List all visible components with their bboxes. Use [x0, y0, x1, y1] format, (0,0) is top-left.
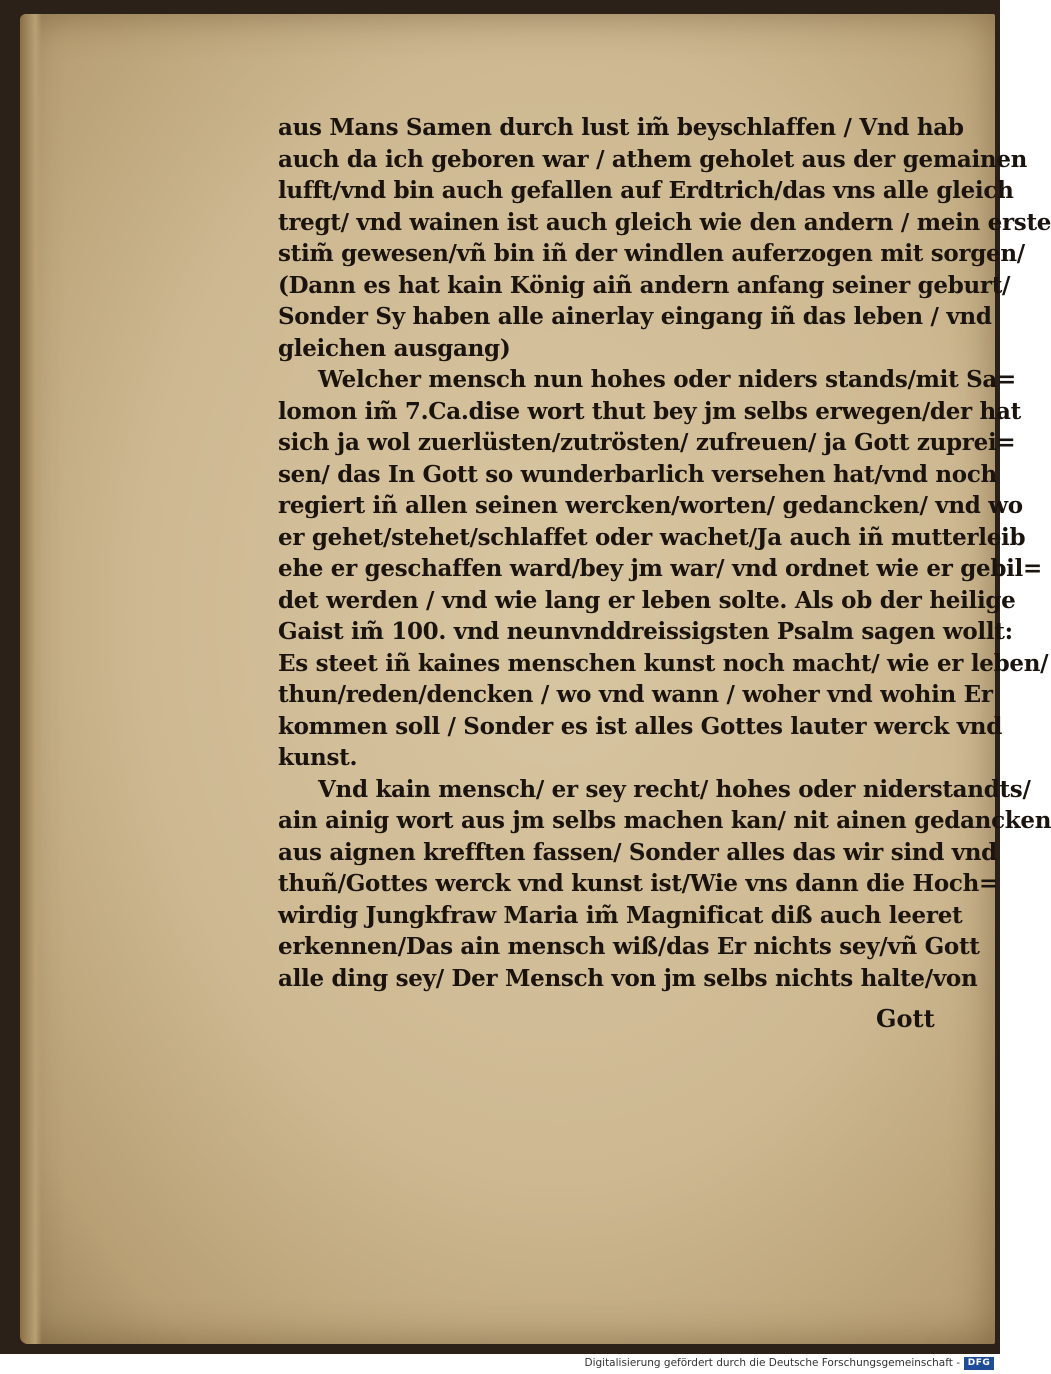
text-line: lomon im̃ 7.Ca.dise wort thut bey jm selbs erwegen/der hat: [278, 397, 1021, 425]
text-line: gleichen ausgang): [278, 334, 511, 362]
text-line: aus aignen krefften fassen/ Sonder alles das wir sind vnd: [278, 838, 997, 866]
catchword: Gott: [876, 1004, 935, 1033]
page-binding-edge: [20, 14, 42, 1344]
text-line: thuñ/Gottes werck vnd kunst ist/Wie vns dann die Hoch=: [278, 870, 998, 897]
text-line: aus Mans Samen durch lust im̃ beyschlaffen / Vnd hab: [278, 114, 964, 141]
text-line: Es steet iñ kaines menschen kunst noch macht/ wie er leben/: [278, 649, 1049, 677]
text-line: auch da ich geboren war / athem geholet aus der gemainen: [278, 145, 1028, 173]
text-line: thun/reden/dencken / wo vnd wann / woher vnd wohin Er: [278, 681, 993, 708]
text-line: stim̃ gewesen/vñ bin iñ der windlen auferzogen mit sorgen/: [278, 240, 1025, 267]
text-line: det werden / vnd wie lang er leben solte. Als ob der heilige: [278, 586, 1016, 614]
text-line: sen/ das In Gott so wunderbarlich versehen hat/vnd noch: [278, 460, 997, 488]
footer-credit: Digitalisierung gefördert durch die Deutsche Forschungsgemeinschaft -: [584, 1357, 960, 1369]
dfg-logo-icon: DFG: [964, 1357, 994, 1370]
text-line: sich ja wol zuerlüsten/zutrösten/ zufreuen/ ja Gott zuprei=: [278, 429, 1016, 456]
text-line: Gaist im̃ 100. vnd neunvnddreissigsten Psalm sagen wollt:: [278, 618, 1013, 645]
text-line: Vnd kain mensch/ er sey recht/ hohes oder niderstandts/: [318, 775, 1031, 803]
text-line: er gehet/stehet/schlaffet oder wachet/Ja auch iñ mutterleib: [278, 523, 1026, 551]
text-line: tregt/ vnd wainen ist auch gleich wie den andern / mein erste: [278, 208, 1051, 236]
text-line: regiert iñ allen seinen wercken/worten/ gedancken/ vnd wo: [278, 492, 1023, 519]
text-line: ehe er geschaffen ward/bey jm war/ vnd ordnet wie er gebil=: [278, 555, 1042, 582]
text-line: ain ainig wort aus jm selbs machen kan/ nit ainen gedancken: [278, 807, 1051, 834]
text-line: wirdig Jungkfraw Maria im̃ Magnificat diß auch leeret: [278, 901, 963, 929]
digitization-footer: [0, 1354, 1000, 1374]
text-line: erkennen/Das ain mensch wiß/das Er nichts sey/vñ Gott: [278, 933, 980, 960]
text-line: Welcher mensch nun hohes oder niders stands/mit Sa=: [318, 366, 1016, 393]
text-line: alle ding sey/ Der Mensch von jm selbs nichts halte/von: [278, 964, 978, 992]
text-line: Sonder Sy haben alle ainerlay eingang iñ das leben / vnd: [278, 303, 992, 330]
body-text: [278, 112, 1051, 994]
text-line: kommen soll / Sonder es ist alles Gottes lauter werck vnd: [278, 712, 1003, 740]
text-line: kunst.: [278, 744, 358, 771]
text-line: lufft/vnd bin auch gefallen auf Erdtrich/das vns alle gleich: [278, 177, 1014, 204]
text-line: (Dann es hat kain König aiñ andern anfang seiner geburt/: [278, 271, 1011, 299]
